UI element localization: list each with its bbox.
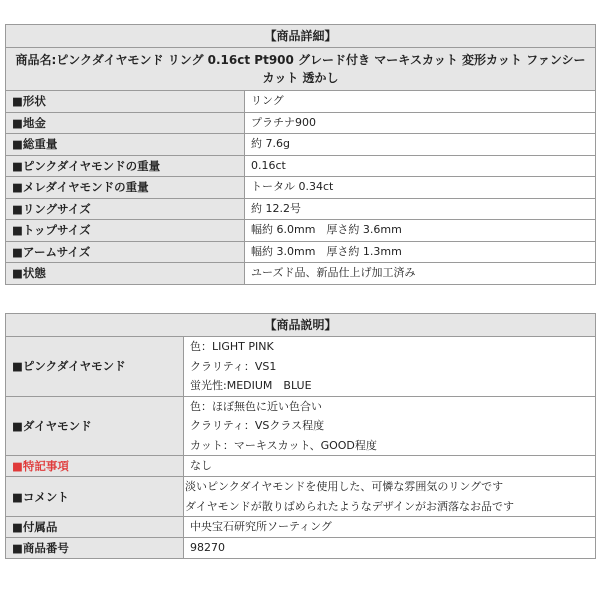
desc-line: クラリティ：VS1	[190, 359, 277, 373]
detail-value: 約 12.2号	[245, 198, 596, 220]
detail-row-pink-diamond-weight	[6, 155, 596, 177]
desc-line: ダイヤモンドが散りばめられたようなデザインがお洒落なお品です	[185, 499, 515, 513]
product-details-table	[5, 24, 596, 285]
description-header: 【商品説明】	[6, 314, 596, 337]
detail-label: ■メレダイヤモンドの重量	[6, 177, 245, 199]
detail-label: ■状態	[6, 263, 245, 285]
detail-row-ring-size	[6, 198, 596, 220]
desc-line: 色：ほぼ無色に近い色合い	[190, 399, 322, 413]
desc-label: ■商品番号	[6, 538, 184, 559]
detail-label: ■リングサイズ	[6, 198, 245, 220]
desc-line: 色：LIGHT PINK	[190, 340, 274, 353]
desc-label: ■付属品	[6, 517, 184, 538]
desc-value: 中央宝石研究所ソーティング	[184, 517, 596, 538]
detail-row-metal	[6, 112, 596, 134]
detail-row-melee-weight	[6, 177, 596, 199]
detail-label: ■ピンクダイヤモンドの重量	[6, 155, 245, 177]
detail-row-shape	[6, 91, 596, 113]
desc-row-product-number	[6, 538, 596, 559]
detail-row-top-size	[6, 220, 596, 242]
desc-row-special	[6, 456, 596, 477]
product-name: 商品名:ピンクダイヤモンド リング 0.16ct Pt900 グレード付き マーキスカット 変形カット ファンシーカット 透かし	[6, 48, 596, 91]
detail-label: ■トップサイズ	[6, 220, 245, 242]
desc-label: ■ピンクダイヤモンド	[6, 337, 184, 397]
desc-row-diamond	[6, 396, 596, 456]
desc-line: 蛍光性:MEDIUM BLUE	[190, 379, 312, 392]
desc-value: 98270	[184, 538, 596, 559]
detail-row-condition	[6, 263, 596, 285]
detail-value: 0.16ct	[245, 155, 596, 177]
detail-label: ■総重量	[6, 134, 245, 156]
desc-line: カット：マーキスカット、GOOD程度	[190, 438, 377, 452]
detail-value: トータル 0.34ct	[245, 177, 596, 199]
desc-line: クラリティ：VSクラス程度	[190, 419, 325, 432]
desc-row-comment	[6, 477, 596, 517]
desc-row-accessory	[6, 517, 596, 538]
detail-value: プラチナ900	[245, 112, 596, 134]
detail-value: 約 7.6g	[245, 134, 596, 156]
detail-value: リング	[245, 91, 596, 113]
detail-label: ■アームサイズ	[6, 241, 245, 263]
desc-value: なし	[184, 456, 596, 477]
detail-label: ■地金	[6, 112, 245, 134]
detail-row-total-weight	[6, 134, 596, 156]
detail-value: ユーズド品、新品仕上げ加工済み	[245, 263, 596, 285]
desc-value	[184, 477, 596, 517]
details-header: 【商品詳細】	[6, 25, 596, 48]
desc-label-special: ■特記事項	[6, 456, 184, 477]
product-description-table	[5, 313, 596, 559]
desc-value	[184, 396, 596, 456]
desc-label: ■ダイヤモンド	[6, 396, 184, 456]
detail-value: 幅約 6.0mm 厚さ約 3.6mm	[245, 220, 596, 242]
detail-label: ■形状	[6, 91, 245, 113]
detail-value: 幅約 3.0mm 厚さ約 1.3mm	[245, 241, 596, 263]
desc-line: 淡いピンクダイヤモンドを使用した、可憐な雰囲気のリングです	[185, 480, 504, 493]
detail-row-arm-size	[6, 241, 596, 263]
desc-label: ■コメント	[6, 477, 184, 517]
desc-row-pink-diamond	[6, 337, 596, 397]
desc-value	[184, 337, 596, 397]
